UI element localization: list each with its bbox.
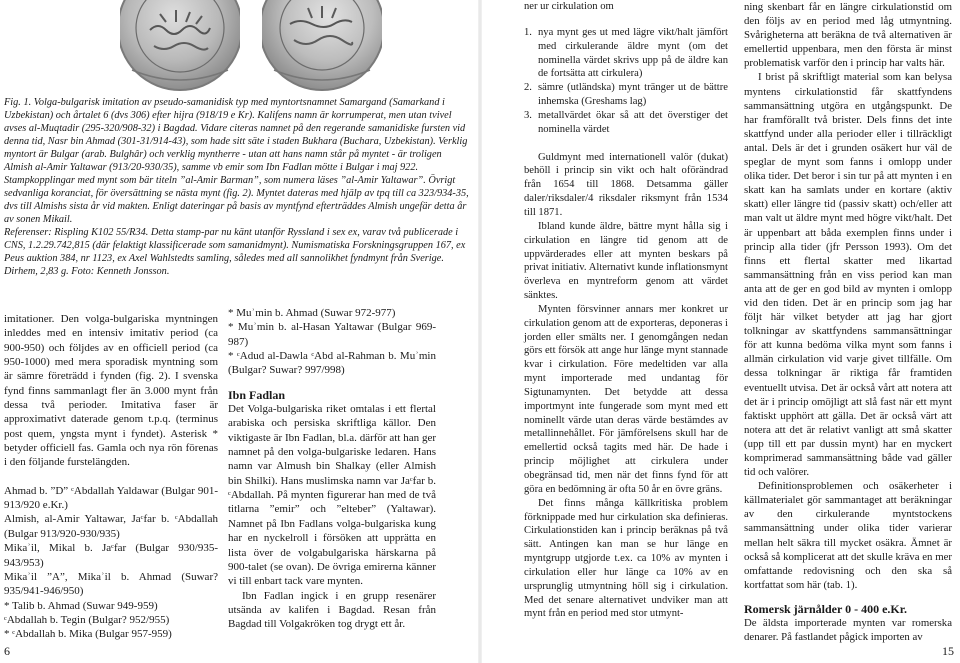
ruler-entry: * ᶜAbdallah b. Mika (Bulgar 957-959) — [4, 628, 172, 641]
ruler-entry: * ᶜAdud al-Dawla ᶜAbd al-Rahman b. Muʾmin (Bulgar? Suwar? 997/998) — [228, 350, 436, 377]
ruler-entry: Mikaʾil, Mikal b. Jaᶜfar (Bulgar 930/935-943/953) — [4, 542, 218, 569]
ruler-entry: Ahmad b. ”D” ᶜAbdallah Yaldawar (Bulgar 901-913/920 e.Kr.) — [4, 484, 218, 512]
left-column-2 — [228, 306, 436, 632]
figure-caption — [4, 96, 472, 278]
page-number-left: 6 — [4, 644, 10, 658]
ruler-entry: * Muʾmin b. Ahmad (Suwar 972-977) — [228, 307, 396, 319]
circulation-list — [524, 26, 728, 137]
paragraph: Ibland kunde äldre, bättre mynt hålla sig i cirkulation en längre tid genom att de uppvärderades eller att mynten beskars på privat initiativ. Alternativt kunde inflationsmynt överleva en myntreform genom att värdet sänktes. — [524, 220, 728, 302]
ibn-fadlan-paragraph-1: Det Volga-bulgariska riket omtalas i ett flertal arabiska och persiska skriftliga källor. Den viktigaste är Ibn Fadlan, bl.a. därför att han ger namnet på den volga-bulgariske ledaren. Hans namn var Almush bin Shalkay (eller Almish bin Shilki). Hans muslimska namn var Jaᶜfar b. ᶜAbdallah. På mynten figurerar han med de två titlarna ”emir” och ”elteber” (Yaltawar). Namnet på Ibn Fadlans volga-bulgariska kung har en nyckelroll i försöken att upprätta en lista över de volgabulgariska härskarna på 900-talet (se ovan). De övriga emirerna känner vi till enbart tack vare mynten. — [228, 403, 436, 588]
ruler-entry: * Muʾmin b. al-Hasan Yaltawar (Bulgar 969-987) — [228, 321, 436, 348]
right-column-1 — [524, 0, 728, 621]
column-continuation: ner ur cirkulation om — [524, 1, 614, 12]
coin-reverse-image — [262, 0, 382, 92]
ibn-fadlan-paragraph-2: Ibn Fadlan ingick i en grupp resenärer utsända av kalifen i Bagdad. Resan från Bagdad till Volgakröken tog drygt ett år. — [228, 589, 436, 631]
paragraph: Mynten försvinner annars mer konkret ur cirkulation genom att de exporteras, deponeras i jorden eller smälts ner. I genomgången nedan görs ett försök att ange hur länge mynt stannade kvar i cirkulation. Före medeltiden var alla mynt importerade med undantag för Sigtunamynten. Det betydde att dessa importmynt inte fungerade som mynt med ett nominellt värde utan deras värde bestämdes av metallinnehållet. För jämförelsens skull har de emellertid också tagits med här. De hade i princip möjlighet att cirkulera under obegränsad tid, men när det finns fynd för att göra en bedömning är ofta 50 år en övre gräns. — [524, 303, 728, 495]
caption-text: Fig. 1. Volga-bulgarisk imitation av pseudo-samanidisk typ med myntortsnamnet Samargand (Samarkand i Uzbekistan) och årtalet 6 (dvs 306) efter hijra (918/19 e Kr). Kalifens namn är korrumperat, men utan tvivel avses al-Muqtadir (295-320/908-32) i Bagdad. Vidare citeras namnet på den regerande samanidiske fursten vid denna tid, Nasr bin Ahmad (301-31/914-43), som hade sitt säte i staden Bukhara (Buchara, Uzbekistan). Verklig myntort är Bulgar (arab. Bulghâr) och verklig myntherre - utan att hans namn står på myntet - är troligen Almish al-Amir Yaltawar (913/20-930/35), samme vb emir som Ibn Fadlan mötte i Bulgar i maj 922. Stampkopplingar med mynt som bär titeln ”al-Amir Barman”, som numera läses ”al-Amir Yaltawar”. Övrigt sedvanliga koranciat, för översättning se nästa mynt (fig. 2). Myntet dateras med hjälp av tpq till ca 323/934-35, dvs till Almishs sista år vid makten. Enligt dateringar på basis av myntfynd efterträddes Almish ungefär detta år av sonen Mikail. — [4, 97, 469, 225]
paragraph: Definitionsproblemen och osäkerheter i källmaterialet gör sammantaget att beräkningar av den cirkulerande myntstockens sammansättning under olika tider varierar mellan helt säkra till mycket osäkra. Ämnet är också så komplicerat att det skulle kräva en mer omfattande redovisning och den ska så kortfattat som här (tab. 1). — [744, 480, 952, 591]
section-heading-ibn-fadlan: Ibn Fadlan — [228, 387, 286, 402]
right-page — [480, 0, 960, 663]
ruler-entry: Mikaʾil ”A”, Mikaʾil b. Ahmad (Suwar? 935/941-946/950) — [4, 570, 218, 598]
paragraph: Det finns många källkritiska problem förknippade med hur cirkulation ska definieras. Cirkulationstiden kan i princip beräknas på två sätt. Antingen kan man se hur länge en myntgrupp utgjorde t.ex. ca 10% av mynten i cirkulation eller hur länge ca 10% av en ursprunglig utmyntning höll sig i cirkulation. Med det senare alternativet undviker man att mynt från en period med stor utmynt- — [524, 497, 728, 620]
page-number-right: 15 — [942, 644, 954, 658]
list-item: 1. nya mynt ges ut med lägre vikt/halt jämfört med cirkulerande äldre mynt (om det nominella värdet skrivs upp på de äldre kan de fortsätta att cirkulera) — [524, 26, 728, 80]
paragraph: I brist på skriftligt material som kan belysa myntens cirkulationstid får skattfyndens sammansättning utgöra en utgångspunkt. De har framförallt två brister. Dels finns det inte skattfynd under alla perioder eller i tillräckligt antal. Dels är det i grunden osäkert hur väl de speglar de mynt som fanns i omlopp under olika tider. Det beror i sin tur på att mynten i en skatt kan ha samlats under en kortare (aktiv skatt) eller längre tid (passiv skatt) och/eller att man valt ut äldre mynt med högre vikt/halt. Det är uppenbart att båda exemplen finns under i princip alla tider (jfr Persson 1993). Om det finns ett flertal skatter med likartad sammansättning från en viss period kan man anta att de ger en god bild av mynten i omlopp vid den tiden. Det är en princip som jag har följt här vilket betyder att jag har gjort tolkningar av skattfyndens sammansättningar för att kunna bedöma vilka mynt som fanns i allmän cirkulation vid varje givet tillfälle. Om dessa tolkningar är riktiga får framtiden eventuellt utvisa. Det är också vårt att notera att det är i princip omöjligt att slå fast när ett mynt faktiskt upphört att gälla. Det är också värt att notera att det är relativt vanligt att små skatter (upp till ett par dussin mynt) har en myckert komprimerad sammansättning både vad gäller tid och valörer. — [744, 71, 952, 479]
intro-paragraph: imitationer. Den volga-bulgariska myntningen inleddes med en intensiv imitativ period (ca 900-950) och följdes av en officiell period (ca 950-1000) med mera sporadisk myntning som är sämre företrädd i fynden (fig. 2). I svenska fynd finns sammanlagt fler än 3.000 mynt från dessa två perioder. Imitativa faser är approximativt daterade genom t.p.q. (terminus post quem, yngsta mynt i fyndet). Asterisk * betyder officiell fas. Gamla och nya rön förenas i den följande furstelängden. — [4, 313, 218, 469]
caption-references: Referenser: Rispling K102 55/R34. Detta stamp-par nu känt utanför Ryssland i sex ex, varav två publicerade i CNS, 1.2.29.742,815 (där felaktigt klassificerade som samanidmynt). Numismatiska Forskningsgruppen 167, ex Peus auktion 384, nr 1123, ex Axel Wahlstedts samling, således med all sannolikhet fyndmynt från Sverige. Dirhem, 2,83 g. Foto: Kenneth Jonsson. — [4, 227, 466, 277]
right-column-2 — [744, 0, 952, 644]
paragraph: Guldmynt med internationell valör (dukat) behöll i princip sin vikt och halt oförändrad från 1654 till 1868. Detsamma gäller daler/riksdaler/4 riksdaler riksmynt från 1534 till 1871. — [524, 151, 728, 218]
ruler-entry: Almish, al-Amir Yaltawar, Jaᶜfar b. ᶜAbdallah (Bulgar 913/920-930/935) — [4, 513, 218, 540]
ruler-list-1 — [4, 484, 218, 642]
ruler-entry: ᶜAbdallah b. Tegin (Bulgar? 952/955) — [4, 613, 170, 626]
list-item: 3. metallvärdet ökar så att det överstiger det nominella värdet — [524, 109, 728, 135]
ruler-list-2 — [228, 306, 436, 378]
list-item: 2. sämre (utländska) mynt tränger ut de bättre inhemska (Greshams lag) — [524, 82, 728, 108]
paragraph: De äldsta importerade mynten var romerska denarer. På fastlandet pågick importen av — [744, 617, 952, 644]
ruler-entry: * Talib b. Ahmad (Suwar 949-959) — [4, 599, 158, 612]
paragraph: ning skenbart får en längre cirkulationstid om den följs av en period med låg utmyntning. Svårigheterna att beräkna de två alternativen är emellertid uppenbara, men den första är minst problematisk varför den i princip har valts här. — [744, 1, 952, 70]
coin-obverse-image — [120, 0, 240, 92]
section-heading-iron-age: Romersk järnålder 0 - 400 e.Kr. — [744, 601, 907, 616]
left-column-1 — [4, 312, 218, 642]
